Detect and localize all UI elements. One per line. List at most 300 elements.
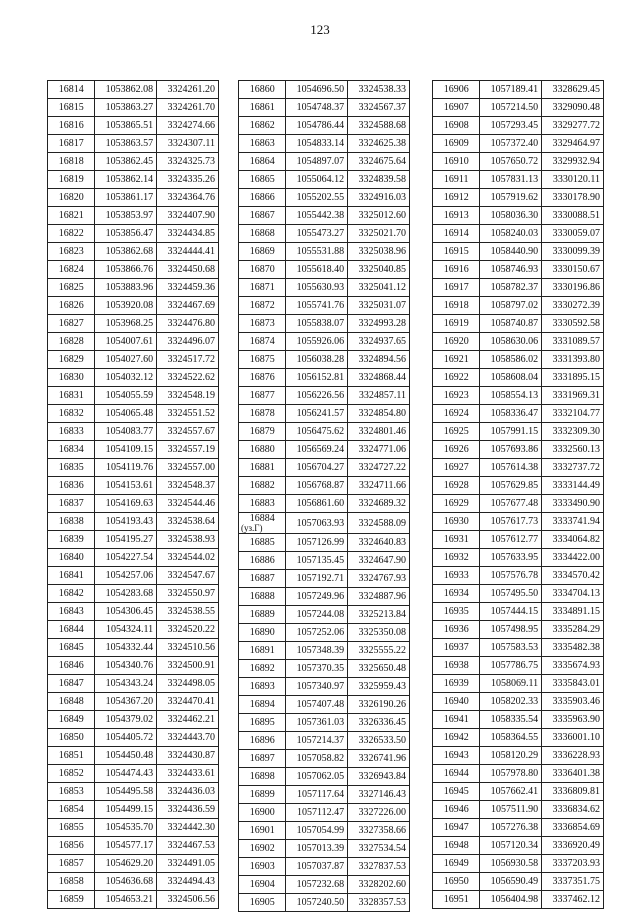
point-number: 16816 [48,117,95,135]
y-coordinate: 3324430.87 [157,747,219,765]
table-row [433,297,604,315]
x-coordinate: 1053862.45 [95,153,157,171]
x-coordinate: 1057293.45 [480,117,542,135]
table-row [239,570,410,588]
point-number: 16913 [433,207,480,225]
y-coordinate: 3330592.58 [542,315,604,333]
table-row [433,153,604,171]
x-coordinate: 1054535.70 [95,819,157,837]
point-number: 16873 [239,315,286,333]
table-row [239,660,410,678]
point-number: 16828 [48,333,95,351]
point-number: 16911 [433,171,480,189]
x-coordinate: 1054577.17 [95,837,157,855]
x-coordinate: 1055838.07 [286,315,348,333]
table-row [239,207,410,225]
y-coordinate: 3330059.07 [542,225,604,243]
y-coordinate: 3324557.00 [157,459,219,477]
table-row [239,768,410,786]
x-coordinate: 1054032.12 [95,369,157,387]
y-coordinate: 3324325.73 [157,153,219,171]
x-coordinate: 1057214.37 [286,732,348,750]
table-row [48,711,219,729]
x-coordinate: 1054340.76 [95,657,157,675]
point-number: 16880 [239,441,286,459]
x-coordinate: 1054065.48 [95,405,157,423]
point-number: 16848 [48,693,95,711]
table-row [239,261,410,279]
x-coordinate: 1057037.87 [286,858,348,876]
x-coordinate: 1057013.39 [286,840,348,858]
x-coordinate: 1053866.76 [95,261,157,279]
point-number: 16821 [48,207,95,225]
table-row [239,534,410,552]
y-coordinate: 3336920.49 [542,837,604,855]
y-coordinate: 3324588.09 [348,513,410,534]
x-coordinate: 1053920.08 [95,297,157,315]
point-number: 16859 [48,891,95,909]
point-number: 16822 [48,225,95,243]
point-number: 16882 [239,477,286,495]
x-coordinate: 1054696.50 [286,81,348,99]
x-coordinate: 1054109.15 [95,441,157,459]
y-coordinate: 3330196.86 [542,279,604,297]
y-coordinate: 3324854.80 [348,405,410,423]
y-coordinate: 3324520.22 [157,621,219,639]
y-coordinate: 3333144.49 [542,477,604,495]
y-coordinate: 3324261.20 [157,81,219,99]
point-number: 16927 [433,459,480,477]
table-row [48,333,219,351]
table-row [239,552,410,570]
x-coordinate: 1053853.97 [95,207,157,225]
point-number: 16844 [48,621,95,639]
y-coordinate: 3324868.44 [348,369,410,387]
y-coordinate: 3332104.77 [542,405,604,423]
table-row [239,315,410,333]
y-coordinate: 3337351.75 [542,873,604,891]
table-row [433,99,604,117]
x-coordinate: 1057991.15 [480,423,542,441]
point-number: 16933 [433,567,480,585]
point-number: 16827 [48,315,95,333]
y-coordinate: 3325038.96 [348,243,410,261]
y-coordinate: 3327534.54 [348,840,410,858]
point-number: 16851 [48,747,95,765]
point-number: 16920 [433,333,480,351]
table-row [48,207,219,225]
point-number: 16923 [433,387,480,405]
table-row [48,729,219,747]
point-number: 16878 [239,405,286,423]
y-coordinate: 3325041.12 [348,279,410,297]
point-number: 16836 [48,477,95,495]
table-row [239,786,410,804]
y-coordinate: 3324498.05 [157,675,219,693]
y-coordinate: 3324767.93 [348,570,410,588]
point-number: 16945 [433,783,480,801]
table-row [239,714,410,732]
x-coordinate: 1057054.99 [286,822,348,840]
x-coordinate: 1057407.48 [286,696,348,714]
x-coordinate: 1054193.43 [95,513,157,531]
x-coordinate: 1057612.77 [480,531,542,549]
x-coordinate: 1054055.59 [95,387,157,405]
y-coordinate: 3334704.13 [542,585,604,603]
x-coordinate: 1058586.02 [480,351,542,369]
x-coordinate: 1056590.49 [480,873,542,891]
point-number [239,513,286,534]
table-row [48,189,219,207]
x-coordinate: 1057978.80 [480,765,542,783]
x-coordinate: 1054007.61 [95,333,157,351]
point-number: 16837 [48,495,95,513]
point-number: 16849 [48,711,95,729]
point-number: 16907 [433,99,480,117]
y-coordinate: 3335903.46 [542,693,604,711]
x-coordinate: 1058202.33 [480,693,542,711]
y-coordinate: 3324538.93 [157,531,219,549]
x-coordinate: 1054283.68 [95,585,157,603]
y-coordinate: 3324494.43 [157,873,219,891]
point-number: 16830 [48,369,95,387]
table-row [48,639,219,657]
x-coordinate: 1054119.76 [95,459,157,477]
point-number: 16905 [239,894,286,912]
table-row [48,135,219,153]
x-coordinate: 1055531.88 [286,243,348,261]
table-row [433,549,604,567]
x-coordinate: 1053863.57 [95,135,157,153]
y-coordinate: 3324711.66 [348,477,410,495]
table-row [433,423,604,441]
x-coordinate: 1056152.81 [286,369,348,387]
table-row [48,225,219,243]
point-number: 16833 [48,423,95,441]
y-coordinate: 3324462.21 [157,711,219,729]
x-coordinate: 1054629.20 [95,855,157,873]
point-number: 16841 [48,567,95,585]
y-coordinate: 3324557.19 [157,441,219,459]
y-coordinate: 3324433.61 [157,765,219,783]
table-row [239,189,410,207]
x-coordinate: 1053883.96 [95,279,157,297]
table-row [48,351,219,369]
table-row [48,387,219,405]
table-row [48,369,219,387]
table-row [239,642,410,660]
point-number: 16855 [48,819,95,837]
point-number: 16931 [433,531,480,549]
x-coordinate: 1057576.78 [480,567,542,585]
table-row [48,261,219,279]
x-coordinate: 1058036.30 [480,207,542,225]
point-number: 16866 [239,189,286,207]
y-coordinate: 3324443.70 [157,729,219,747]
point-number: 16921 [433,351,480,369]
table-row [433,495,604,513]
y-coordinate: 3324551.52 [157,405,219,423]
table-row [48,891,219,909]
y-coordinate: 3324467.53 [157,837,219,855]
x-coordinate: 1057340.97 [286,678,348,696]
y-coordinate: 3332309.30 [542,423,604,441]
x-coordinate: 1058630.06 [480,333,542,351]
table-row [48,657,219,675]
table-row [433,333,604,351]
point-number: 16843 [48,603,95,621]
y-coordinate: 3330099.39 [542,243,604,261]
point-number: 16883 [239,495,286,513]
x-coordinate: 1058782.37 [480,279,542,297]
x-coordinate: 1058120.29 [480,747,542,765]
x-coordinate: 1053856.47 [95,225,157,243]
y-coordinate: 3325021.70 [348,225,410,243]
table-row [48,603,219,621]
point-number: 16856 [48,837,95,855]
table-row [48,513,219,531]
point-number: 16925 [433,423,480,441]
table-row [239,606,410,624]
table-row [239,225,410,243]
y-coordinate: 3324436.03 [157,783,219,801]
point-number: 16890 [239,624,286,642]
y-coordinate: 3324470.41 [157,693,219,711]
x-coordinate: 1058335.54 [480,711,542,729]
table-row [48,621,219,639]
x-coordinate: 1057495.50 [480,585,542,603]
table-row [239,858,410,876]
point-number: 16864 [239,153,286,171]
y-coordinate: 3324274.66 [157,117,219,135]
y-coordinate: 3324887.96 [348,588,410,606]
table-row [239,876,410,894]
point-number: 16867 [239,207,286,225]
table-row [433,513,604,531]
x-coordinate: 1055926.06 [286,333,348,351]
table-row [239,243,410,261]
x-coordinate: 1054083.77 [95,423,157,441]
point-number: 16922 [433,369,480,387]
x-coordinate: 1057583.53 [480,639,542,657]
point-number: 16908 [433,117,480,135]
y-coordinate: 3325012.60 [348,207,410,225]
table-row [433,765,604,783]
table-row [239,804,410,822]
x-coordinate: 1053862.14 [95,171,157,189]
y-coordinate: 3324993.28 [348,315,410,333]
table-row [433,819,604,837]
x-coordinate: 1057614.38 [480,459,542,477]
table-row [433,639,604,657]
y-coordinate: 3324442.30 [157,819,219,837]
y-coordinate: 3327837.53 [348,858,410,876]
point-number: 16825 [48,279,95,297]
table-row [48,855,219,873]
y-coordinate: 3335674.93 [542,657,604,675]
table-row [433,405,604,423]
y-coordinate: 3328629.45 [542,81,604,99]
y-coordinate: 3335482.38 [542,639,604,657]
table-row [433,351,604,369]
y-coordinate: 3336834.62 [542,801,604,819]
y-coordinate: 3328357.53 [348,894,410,912]
table-row [239,171,410,189]
y-coordinate: 3336401.38 [542,765,604,783]
y-coordinate: 3324407.90 [157,207,219,225]
y-coordinate: 3331393.80 [542,351,604,369]
y-coordinate: 3325213.84 [348,606,410,624]
x-coordinate: 1055442.38 [286,207,348,225]
y-coordinate: 3333490.90 [542,495,604,513]
y-coordinate: 3324444.41 [157,243,219,261]
point-number: 16892 [239,660,286,678]
y-coordinate: 3324261.70 [157,99,219,117]
x-coordinate: 1057361.03 [286,714,348,732]
y-coordinate: 3336001.10 [542,729,604,747]
y-coordinate: 3329464.97 [542,135,604,153]
x-coordinate: 1056768.87 [286,477,348,495]
point-number: 16929 [433,495,480,513]
x-coordinate: 1054653.21 [95,891,157,909]
point-number: 16946 [433,801,480,819]
point-number: 16912 [433,189,480,207]
y-coordinate: 3324544.02 [157,549,219,567]
x-coordinate: 1057831.13 [480,171,542,189]
point-number: 16914 [433,225,480,243]
point-number: 16949 [433,855,480,873]
x-coordinate: 1057192.71 [286,570,348,588]
point-number: 16874 [239,333,286,351]
y-coordinate: 3324839.58 [348,171,410,189]
point-number: 16894 [239,696,286,714]
x-coordinate: 1054306.45 [95,603,157,621]
point-number: 16906 [433,81,480,99]
x-coordinate: 1057117.64 [286,786,348,804]
x-coordinate: 1057629.85 [480,477,542,495]
point-number: 16847 [48,675,95,693]
point-number: 16846 [48,657,95,675]
y-coordinate: 3324496.07 [157,333,219,351]
table-row [48,693,219,711]
y-coordinate: 3324675.64 [348,153,410,171]
point-number: 16815 [48,99,95,117]
y-coordinate: 3326943.84 [348,768,410,786]
table-row [239,99,410,117]
point-number: 16850 [48,729,95,747]
point-number: 16889 [239,606,286,624]
x-coordinate: 1054474.43 [95,765,157,783]
table-row [433,801,604,819]
table-row [433,81,604,99]
table-row [239,405,410,423]
table-row [433,441,604,459]
y-coordinate: 3330272.39 [542,297,604,315]
point-number: 16935 [433,603,480,621]
table-row [239,822,410,840]
y-coordinate: 3334891.15 [542,603,604,621]
y-coordinate: 3324510.56 [157,639,219,657]
point-number: 16820 [48,189,95,207]
y-coordinate: 3332737.72 [542,459,604,477]
table-row [433,279,604,297]
x-coordinate: 1055741.76 [286,297,348,315]
point-number: 16918 [433,297,480,315]
table-row [433,837,604,855]
point-number: 16943 [433,747,480,765]
x-coordinate: 1057276.38 [480,819,542,837]
point-number: 16895 [239,714,286,732]
table-row [433,675,604,693]
y-coordinate: 3326741.96 [348,750,410,768]
point-number: 16842 [48,585,95,603]
y-coordinate: 3326336.45 [348,714,410,732]
table-row [48,495,219,513]
y-coordinate: 3335284.29 [542,621,604,639]
y-coordinate: 3324506.56 [157,891,219,909]
point-number: 16934 [433,585,480,603]
x-coordinate: 1057252.06 [286,624,348,642]
y-coordinate: 3327146.43 [348,786,410,804]
table-row [433,387,604,405]
x-coordinate: 1057919.62 [480,189,542,207]
x-coordinate: 1058554.13 [480,387,542,405]
x-coordinate: 1057693.86 [480,441,542,459]
point-number: 16909 [433,135,480,153]
table-row [48,81,219,99]
x-coordinate: 1054343.24 [95,675,157,693]
x-coordinate: 1053968.25 [95,315,157,333]
y-coordinate: 3330088.51 [542,207,604,225]
x-coordinate: 1057633.95 [480,549,542,567]
x-coordinate: 1057189.41 [480,81,542,99]
point-number: 16904 [239,876,286,894]
table-row [433,207,604,225]
table-row [239,423,410,441]
table-row [48,567,219,585]
x-coordinate: 1057112.47 [286,804,348,822]
point-number: 16823 [48,243,95,261]
y-coordinate: 3324771.06 [348,441,410,459]
point-number: 16928 [433,477,480,495]
x-coordinate: 1054257.06 [95,567,157,585]
y-coordinate: 3324538.64 [157,513,219,531]
y-coordinate: 3327358.66 [348,822,410,840]
x-coordinate: 1057444.15 [480,603,542,621]
point-number: 16899 [239,786,286,804]
table-row [433,117,604,135]
table-row [48,819,219,837]
y-coordinate: 3327226.00 [348,804,410,822]
x-coordinate: 1057786.75 [480,657,542,675]
y-coordinate: 3324647.90 [348,552,410,570]
table-row [433,135,604,153]
point-number: 16937 [433,639,480,657]
point-number: 16869 [239,243,286,261]
table-row [239,894,410,912]
point-number: 16948 [433,837,480,855]
point-number: 16897 [239,750,286,768]
x-coordinate: 1057063.93 [286,513,348,534]
table-row [48,441,219,459]
y-coordinate: 3325650.48 [348,660,410,678]
y-coordinate: 3324588.68 [348,117,410,135]
x-coordinate: 1054027.60 [95,351,157,369]
x-coordinate: 1055473.27 [286,225,348,243]
table-row [433,873,604,891]
x-coordinate: 1054227.54 [95,549,157,567]
table-row [48,405,219,423]
